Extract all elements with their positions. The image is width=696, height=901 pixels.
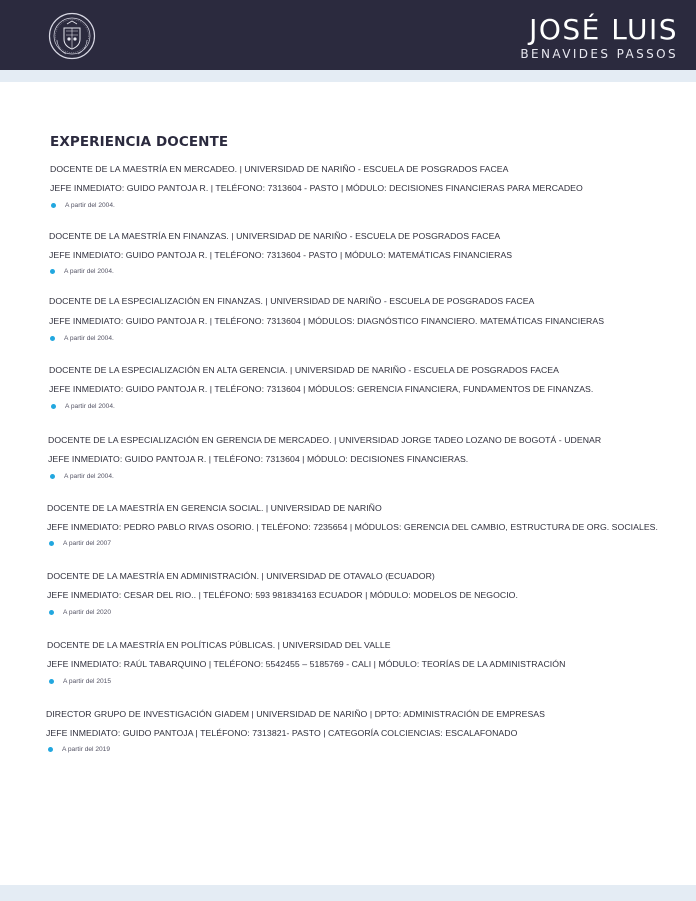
entry-details: JEFE INMEDIATO: GUIDO PANTOJA | TELÉFONO: 7313821- PASTO | CATEGORÍA COLCIENCIAS: ESCALAFONADO <box>46 728 518 738</box>
footer-strip <box>0 885 696 901</box>
entry-position: DOCENTE DE LA MAESTRÍA EN POLÍTICAS PÚBLICAS. | UNIVERSIDAD DEL VALLE <box>47 640 391 650</box>
entry-date: A partir del 2004. <box>64 473 114 480</box>
header-strip <box>0 70 696 82</box>
entry-position: DOCENTE DE LA MAESTRÍA EN ADMINISTRACIÓN. | UNIVERSIDAD DE OTAVALO (ECUADOR) <box>47 571 435 581</box>
bullet-icon <box>51 203 56 208</box>
bullet-icon <box>49 679 54 684</box>
entry-date: A partir del 2007 <box>63 540 112 547</box>
entry-details: JEFE INMEDIATO: GUIDO PANTOJA R. | TELÉFONO: 7313604 | MÓDULOS: DIAGNÓSTICO FINANCIERO. MATEMÁTICAS FINANCIERAS <box>49 316 605 326</box>
bullet-icon <box>50 336 55 341</box>
entry-details: JEFE INMEDIATO: GUIDO PANTOJA R. | TELÉFONO: 7313604 - PASTO | MÓDULO: DECISIONES FINANCIERAS PARA MERCADEO <box>50 183 583 193</box>
university-seal-icon <box>48 12 96 60</box>
entry-details: JEFE INMEDIATO: GUIDO PANTOJA R. | TELÉFONO: 7313604 | MÓDULOS: GERENCIA FINANCIERA, FUNDAMENTOS DE FINANZAS. <box>49 384 594 394</box>
entry-position: DOCENTE DE LA ESPECIALIZACIÓN EN GERENCIA DE MERCADEO. | UNIVERSIDAD JORGE TADEO LOZANO DE BOGOTÁ - UDENAR <box>48 435 602 445</box>
entry-position: DOCENTE DE LA MAESTRÍA EN GERENCIA SOCIAL. | UNIVERSIDAD DE NARIÑO <box>47 503 382 513</box>
entry-date: A partir del 2004. <box>64 335 114 342</box>
bullet-icon <box>49 610 54 615</box>
entry-position: DIRECTOR GRUPO DE INVESTIGACIÓN GIADEM | UNIVERSIDAD DE NARIÑO | DPTO: ADMINISTRACIÓN DE EMPRESAS <box>46 709 545 719</box>
entry-position: DOCENTE DE LA MAESTRÍA EN FINANZAS. | UNIVERSIDAD DE NARIÑO - ESCUELA DE POSGRADOS FACEA <box>49 231 501 241</box>
section-title: EXPERIENCIA DOCENTE <box>50 134 229 150</box>
entry-position: DOCENTE DE LA ESPECIALIZACIÓN EN ALTA GERENCIA. | UNIVERSIDAD DE NARIÑO - ESCUELA DE POSGRADOS FACEA <box>49 365 559 375</box>
page-header <box>0 0 696 70</box>
entry-position: DOCENTE DE LA ESPECIALIZACIÓN EN FINANZAS. | UNIVERSIDAD DE NARIÑO - ESCUELA DE POSGRADOS FACEA <box>49 296 535 306</box>
entry-date: A partir del 2004. <box>64 268 114 275</box>
entry-details: JEFE INMEDIATO: CESAR DEL RIO.. | TELÉFONO: 593 981834163 ECUADOR | MÓDULO: MODELOS DE NEGOCIO. <box>47 590 518 600</box>
entry-date: A partir del 2019 <box>62 746 111 753</box>
entry-date: A partir del 2020 <box>63 609 112 616</box>
entry-date: A partir del 2004. <box>65 202 115 209</box>
entry-date: A partir del 2015 <box>63 678 112 685</box>
bullet-icon <box>50 269 55 274</box>
entry-date: A partir del 2004. <box>65 403 115 410</box>
surname-heading: BENAVIDES PASSOS <box>520 47 678 61</box>
bullet-icon <box>50 474 55 479</box>
entry-details: JEFE INMEDIATO: PEDRO PABLO RIVAS OSORIO. | TELÉFONO: 7235654 | MÓDULOS: GERENCIA DEL CAMBIO, ESTRUCTURA DE ORG. SOCIALES. <box>47 522 658 532</box>
entry-details: JEFE INMEDIATO: GUIDO PANTOJA R. | TELÉFONO: 7313604 - PASTO | MÓDULO: MATEMÁTICAS FINANCIERAS <box>49 250 513 260</box>
bullet-icon <box>49 541 54 546</box>
bullet-icon <box>48 747 53 752</box>
entry-details: JEFE INMEDIATO: RAÚL TABARQUINO | TELÉFONO: 5542455 – 5185769 - CALI | MÓDULO: TEORÍAS DE LA ADMINISTRACIÓN <box>47 659 566 669</box>
entry-details: JEFE INMEDIATO: GUIDO PANTOJA R. | TELÉFONO: 7313604 | MÓDULO: DECISIONES FINANCIERAS. <box>48 454 469 464</box>
entry-position: DOCENTE DE LA MAESTRÍA EN MERCADEO. | UNIVERSIDAD DE NARIÑO - ESCUELA DE POSGRADOS FACEA <box>50 164 509 174</box>
name-heading: JOSÉ LUIS <box>529 13 678 46</box>
bullet-icon <box>51 404 56 409</box>
